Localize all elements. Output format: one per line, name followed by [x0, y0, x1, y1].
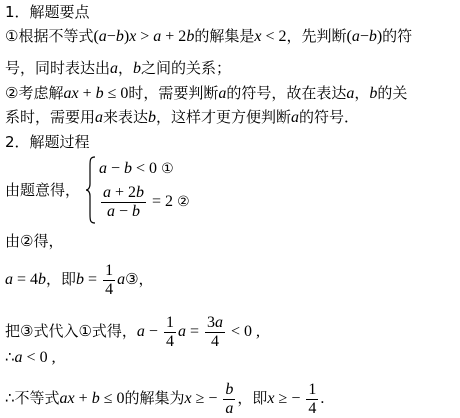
text: ，即	[46, 270, 77, 289]
paragraph-2-line-2	[5, 107, 359, 128]
text: 系时，需要用	[5, 108, 96, 126]
text: ②考虑解	[5, 84, 64, 102]
math-var: b	[369, 85, 378, 102]
math-expression: b = $\frac{1}{4}$ a	[76, 262, 126, 298]
math-expression: ax + b ≤ 0	[63, 85, 129, 102]
text: 把③式代入①式得，	[5, 322, 137, 341]
step-6	[5, 381, 324, 418]
math-expression: ax + b ≤ 0	[59, 390, 125, 408]
text: ，即	[237, 389, 268, 408]
section-heading-key-points: 1．解题要点	[5, 3, 90, 21]
text: 的解集是	[194, 27, 255, 45]
text: 的符号．	[299, 108, 360, 126]
text: 的符号，故在表达	[226, 84, 347, 102]
section-heading-process: 2．解题过程	[5, 133, 90, 151]
text: 时，需要判断	[128, 84, 219, 102]
equation-system	[85, 156, 205, 224]
math-var: a	[346, 85, 355, 102]
text: 来表达	[103, 108, 149, 126]
math-expression: x ≥ − $\frac{1}{4}$ .	[267, 381, 325, 417]
equation-2: $\frac{a + 2b}{a - b}$ = 2 ②	[103, 184, 190, 220]
text: ①根据不等式	[5, 27, 94, 45]
text: ∴不等式	[5, 389, 60, 408]
paragraph-1-line-2	[5, 58, 231, 79]
paragraph-1-line-1	[5, 26, 412, 47]
text: 号，同时表达出	[5, 59, 111, 77]
math-var: b	[133, 60, 142, 77]
math-expression: a − $\frac{1}{4}$ a = $\frac{3a}{4}$ < 0 ,	[136, 314, 260, 350]
equation-1: a − b < 0 ①	[99, 160, 174, 177]
math-expression: (a−b)x > a + 2b	[93, 28, 195, 45]
text: ，这样才更方便判断	[156, 108, 292, 126]
text: 之间的关系；	[141, 59, 232, 77]
math-var: a	[95, 109, 104, 126]
step-1-label: 由题意得，	[5, 181, 81, 199]
text: 的关	[377, 84, 408, 102]
step-4	[5, 314, 260, 351]
text: ，	[118, 59, 134, 77]
paragraph-2-line-1	[5, 83, 407, 104]
math-expression: (a−b)	[346, 28, 383, 45]
math-expression: a < 0 ,	[14, 349, 56, 366]
math-var: a	[291, 109, 300, 126]
text: ③，	[125, 270, 154, 289]
text: ∴	[5, 348, 15, 366]
step-3	[5, 262, 154, 299]
step-5	[5, 347, 56, 368]
text: 的解集为	[124, 389, 185, 408]
text: 的符	[382, 27, 413, 45]
step-2-label: 由②得，	[5, 232, 64, 250]
math-expression: x < 2	[254, 28, 287, 45]
math-expression: x ≥ − $\frac{b}{a}$	[184, 381, 234, 417]
math-expression: a = 4b	[5, 271, 47, 289]
math-var: a	[218, 85, 227, 102]
left-brace-icon	[85, 156, 97, 224]
math-var: b	[148, 109, 157, 126]
math-var: a	[110, 60, 119, 77]
text: ，先判断	[286, 27, 347, 45]
text: ，	[354, 84, 370, 102]
